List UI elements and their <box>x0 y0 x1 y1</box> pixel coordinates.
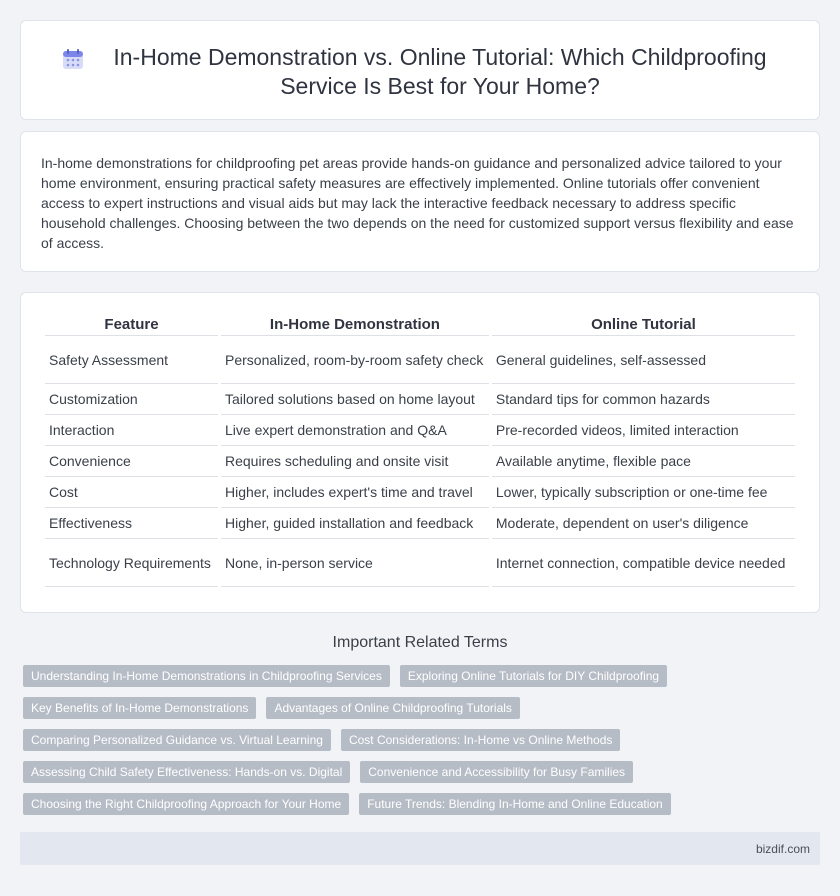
header-online: Online Tutorial <box>492 316 795 336</box>
cell-online: Available anytime, flexible pace <box>492 446 795 477</box>
cell-in-home: Live expert demonstration and Q&A <box>221 415 489 446</box>
related-terms-list <box>23 665 823 825</box>
cell-feature: Effectiveness <box>45 508 218 539</box>
intro-paragraph: In-home demonstrations for childproofing pet areas provide hands-on guidance and personalized advice tailored to your home environment, ensuring practical safety measures are effectively implemented. Online tutorials offer convenient access to expert instructions and visual aids but may lack the interactive feedback necessary to address specific household challenges. Choosing between the two depends on the need for customized support versus flexibility and ease of access. <box>41 155 794 251</box>
cell-online: Internet connection, compatible device needed <box>492 539 795 587</box>
site-link[interactable]: bizdif.com <box>755 842 810 856</box>
header-feature: Feature <box>45 316 218 336</box>
cell-feature: Safety Assessment <box>45 336 218 384</box>
header-card <box>20 20 820 120</box>
table-row <box>45 384 795 415</box>
cell-online: Moderate, dependent on user's diligence <box>492 508 795 539</box>
comparison-table <box>42 316 798 587</box>
cell-in-home: Higher, guided installation and feedback <box>221 508 489 539</box>
intro-card <box>20 131 820 272</box>
cell-online: General guidelines, self-assessed <box>492 336 795 384</box>
related-term-tag[interactable]: Convenience and Accessibility for Busy Families <box>360 761 633 783</box>
table-row <box>45 508 795 539</box>
cell-feature: Customization <box>45 384 218 415</box>
cell-online: Lower, typically subscription or one-time fee <box>492 477 795 508</box>
related-term-tag[interactable]: Assessing Child Safety Effectiveness: Hands-on vs. Digital <box>23 761 350 783</box>
cell-online: Pre-recorded videos, limited interaction <box>492 415 795 446</box>
cell-in-home: Higher, includes expert's time and travel <box>221 477 489 508</box>
cell-feature: Convenience <box>45 446 218 477</box>
footer <box>20 832 820 865</box>
cell-in-home: Tailored solutions based on home layout <box>221 384 489 415</box>
table-header-row <box>45 316 795 336</box>
related-term-tag[interactable]: Key Benefits of In-Home Demonstrations <box>23 697 256 719</box>
table-row <box>45 336 795 384</box>
table-row <box>45 415 795 446</box>
cell-in-home: Personalized, room-by-room safety check <box>221 336 489 384</box>
cell-feature: Interaction <box>45 415 218 446</box>
related-term-tag[interactable]: Future Trends: Blending In-Home and Online Education <box>359 793 671 815</box>
cell-in-home: None, in-person service <box>221 539 489 587</box>
cell-online: Standard tips for common hazards <box>492 384 795 415</box>
table-row <box>45 446 795 477</box>
comparison-card <box>20 292 820 613</box>
related-term-tag[interactable]: Comparing Personalized Guidance vs. Virtual Learning <box>23 729 331 751</box>
related-term-tag[interactable]: Understanding In-Home Demonstrations in Childproofing Services <box>23 665 390 687</box>
table-row <box>45 477 795 508</box>
related-term-tag[interactable]: Exploring Online Tutorials for DIY Childproofing <box>400 665 667 687</box>
related-term-tag[interactable]: Cost Considerations: In-Home vs Online Methods <box>341 729 620 751</box>
related-term-tag[interactable]: Advantages of Online Childproofing Tutorials <box>266 697 519 719</box>
related-terms-title: Important Related Terms <box>332 634 508 651</box>
table-row <box>45 539 795 587</box>
header-in-home: In-Home Demonstration <box>221 316 489 336</box>
page-title: In-Home Demonstration vs. Online Tutorial: Which Childproofing Service Is Best for Your Home? <box>113 44 767 99</box>
related-term-tag[interactable]: Choosing the Right Childproofing Approach for Your Home <box>23 793 349 815</box>
cell-feature: Cost <box>45 477 218 508</box>
cell-feature: Technology Requirements <box>45 539 218 587</box>
cell-in-home: Requires scheduling and onsite visit <box>221 446 489 477</box>
